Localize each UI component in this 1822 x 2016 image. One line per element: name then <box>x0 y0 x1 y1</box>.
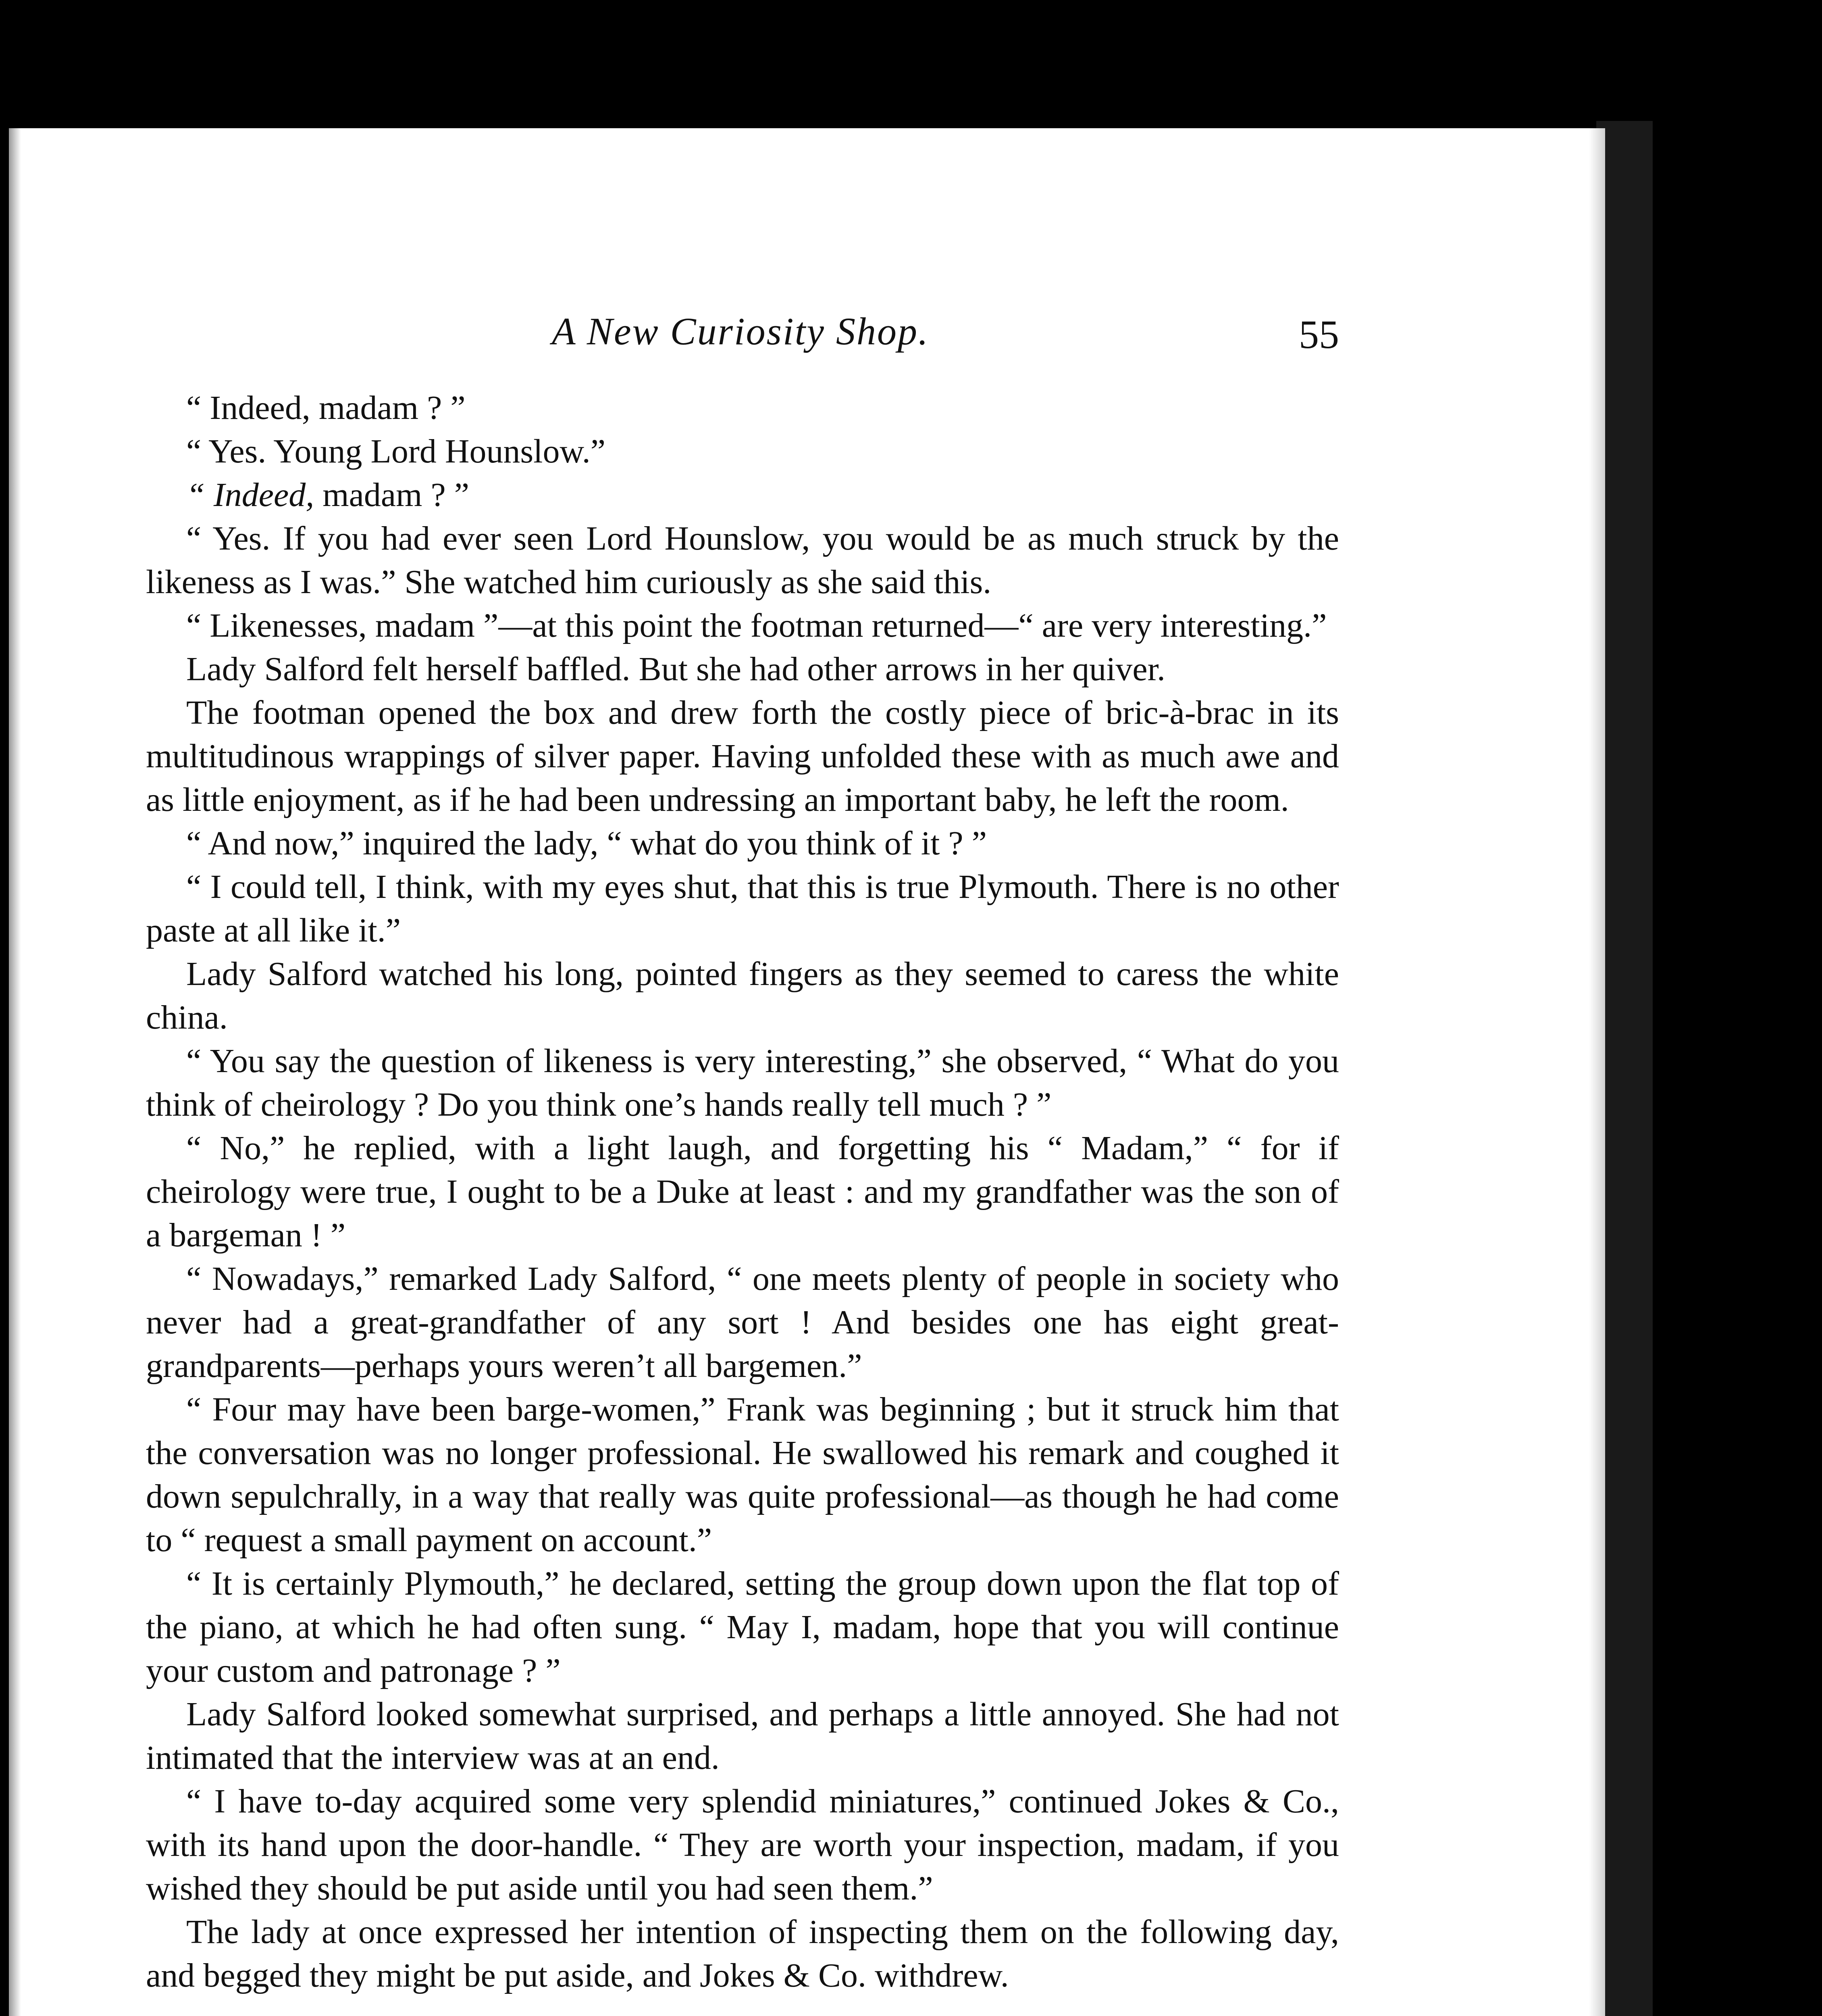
paragraph-3 <box>146 473 1339 517</box>
running-title: A New Curiosity Shop. <box>552 310 929 353</box>
paragraph-10: Lady Salford watched his long, pointed fingers as they seemed to caress the white china. <box>146 955 1339 1036</box>
page-header <box>142 309 1339 373</box>
paragraph-15: “ It is certainly Plymouth,” he declared, setting the group down upon the flat top of the piano, at which he had often sung. “ May I, madam, hope that you will continue your custom and patronage ? ” <box>146 1565 1339 1689</box>
book-page <box>9 128 1605 2016</box>
paragraph-14: “ Four may have been barge-women,” Frank was beginning ; but it struck him that the conversation was no longer professional. He swallowed his remark and coughed it down sepulchrally, in a way that really was quite professional—as though he had come to “ request a small payment on account.” <box>146 1391 1339 1559</box>
paragraph-17: “ I have to-day acquired some very splendid miniatures,” continued Jokes & Co., with its hand upon the door-handle. “ They are worth your inspection, madam, if you wished they should be put aside until you had seen them.” <box>146 1783 1339 1907</box>
body-text <box>146 386 1339 1997</box>
paragraph-13: “ Nowadays,” remarked Lady Salford, “ one meets plenty of people in society who never had a great-grandfather of any sort ! And besides one has eight great-grandparents—perhaps yours weren’t all bargemen.” <box>146 1260 1339 1385</box>
italic-indeed: “ Indeed, <box>186 476 314 514</box>
paragraph-11: “ You say the question of likeness is very interesting,” she observed, “ What do you think of cheirology ? Do you think one’s hands really tell much ? ” <box>146 1042 1339 1123</box>
paragraph-9: “ I could tell, I think, with my eyes shut, that this is true Plymouth. There is no other paste at all like it.” <box>146 868 1339 949</box>
paragraph-5: “ Likenesses, madam ”—at this point the footman returned—“ are very interesting.” <box>186 607 1327 644</box>
page-right-edge <box>1589 128 1605 2016</box>
paragraph-8: “ And now,” inquired the lady, “ what do you think of it ? ” <box>186 825 987 862</box>
page-left-edge <box>9 128 21 2016</box>
paragraph-2: “ Yes. Young Lord Hounslow.” <box>186 433 605 470</box>
paragraph-7: The footman opened the box and drew forth the costly piece of bric-à-brac in its multitudinous wrappings of silver paper. Having unfolded these with as much awe and as little enjoyment, as if he had been undressing an important baby, he left the room. <box>146 694 1339 818</box>
paragraph-12: “ No,” he replied, with a light laugh, and forgetting his “ Madam,” “ for if cheirology were true, I ought to be a Duke at least : and my grandfather was the son of a bargeman ! ” <box>146 1129 1339 1254</box>
page-number: 55 <box>1299 312 1339 357</box>
paragraph-3-rest: madam ? ” <box>322 476 470 514</box>
paragraph-4: “ Yes. If you had ever seen Lord Hounslow, you would be as much struck by the likeness as I was.” She watched him curiously as she said this. <box>146 520 1339 601</box>
paragraph-1: “ Indeed, madam ? ” <box>186 389 466 427</box>
paragraph-16: Lady Salford looked somewhat surprised, and perhaps a little annoyed. She had not intimated that the interview was at an end. <box>146 1695 1339 1776</box>
paragraph-18: The lady at once expressed her intention of inspecting them on the following day, and begged they might be put aside, and Jokes & Co. withdrew. <box>146 1913 1339 1994</box>
paragraph-6: Lady Salford felt herself baffled. But she had other arrows in her quiver. <box>186 650 1166 688</box>
